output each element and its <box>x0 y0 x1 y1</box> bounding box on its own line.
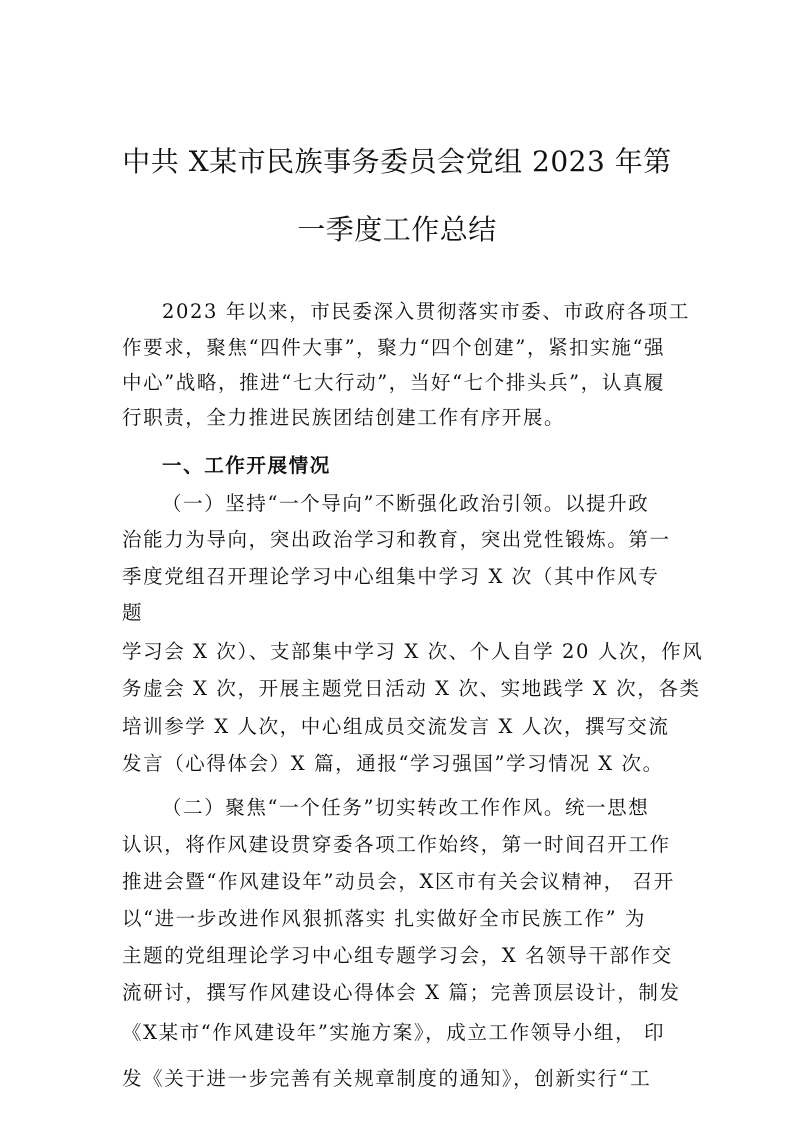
body-text-line: 培训参学 X 人次，中心组成员交流发言 X 人次，撰写交流 <box>122 715 670 738</box>
document-title-line-1: 中共 X某市民族事务委员会党组 2023 年第 <box>122 145 672 178</box>
body-text-line: 发言（心得体会）X 篇，通报“学习强国”学习情况 X 次。 <box>122 752 664 775</box>
body-text-line: （二）聚焦“一个任务”切实转改工作作风。统一思想 <box>162 796 650 819</box>
body-text-line: （一）坚持“一个导向”不断强化政治引领。以提升政 <box>162 492 650 515</box>
body-text-line: 务虚会 X 次，开展主题党日活动 X 次、实地践学 X 次，各类 <box>122 677 701 700</box>
body-text-line: 题 <box>122 601 144 624</box>
body-text-line: 作要求，聚焦“四件大事”，聚力“四个创建”，紧扣实施“强 <box>122 336 666 359</box>
body-text-line: 治能力为导向，突出政治学习和教育，突出党性锻炼。第一 <box>122 528 671 551</box>
body-text-line: 发《关于进一步完善有关规章制度的通知》，创新实行“工 <box>122 1067 652 1090</box>
body-text-line: 主题的党组理论学习中心组专题学习会，X 名领导干部作交 <box>122 944 673 967</box>
body-text-line: 中心”战略，推进“七大行动”，当好“七个排头兵”，认真履 <box>122 371 666 394</box>
body-text-line: 推进会暨“作风建设年”动员会，X区市有关会议精神， 召开 <box>122 870 675 893</box>
body-text-line: 季度党组召开理论学习中心组集中学习 X 次（其中作风专 <box>122 565 660 588</box>
body-text-line: 学习会 X 次）、支部集中学习 X 次、个人自学 20 人次，作风 <box>122 640 704 663</box>
section-heading: 一、工作开展情况 <box>162 454 331 477</box>
body-text-line: 行职责，全力推进民族团结创建工作有序开展。 <box>122 406 566 429</box>
body-text-line: 以“进一步改进作风狠抓落实 扎实做好全市民族工作” 为 <box>122 907 647 930</box>
body-text-line: 认识，将作风建设贯穿委各项工作始终，第一时间召开工作 <box>122 833 671 856</box>
body-text-line: 《X某市“作风建设年”实施方案》，成立工作领导小组， 印 <box>122 1021 666 1044</box>
document-title-line-2: 一季度工作总结 <box>297 213 497 246</box>
body-text-line: 流研讨，撰写作风建设心得体会 X 篇；完善顶层设计，制发 <box>122 981 681 1004</box>
body-text-line: 2023 年以来，市民委深入贯彻落实市委、市政府各项工 <box>162 300 691 323</box>
